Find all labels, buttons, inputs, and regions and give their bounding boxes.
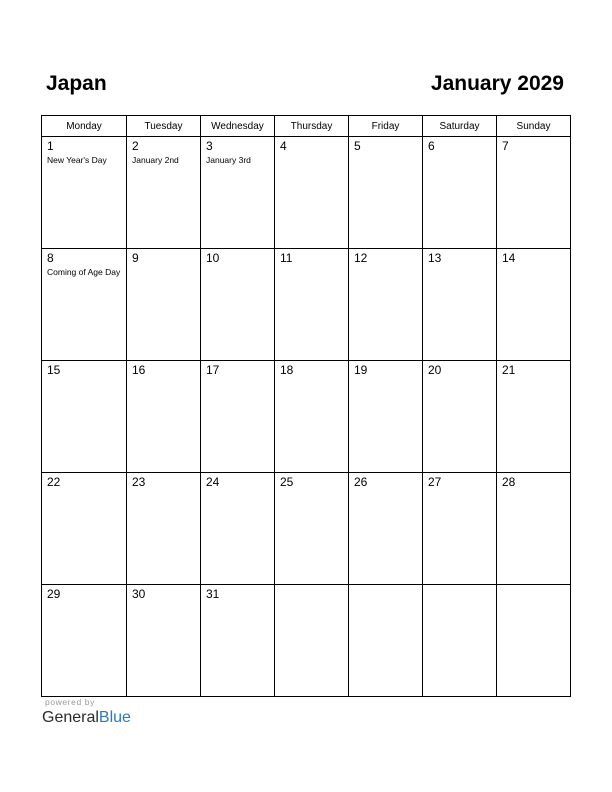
weekday-header: Saturday: [423, 116, 497, 137]
country-title: Japan: [46, 72, 107, 95]
day-number: 26: [354, 475, 368, 489]
day-number: 21: [502, 363, 516, 377]
day-cell: [423, 249, 497, 361]
day-number: 31: [206, 587, 220, 601]
week-row: [42, 137, 571, 249]
day-cell: [497, 137, 571, 249]
day-cell: [42, 249, 127, 361]
day-number: 7: [502, 139, 509, 153]
week-row: [42, 585, 571, 697]
day-number: 16: [132, 363, 146, 377]
generalblue-branding[interactable]: [42, 697, 131, 728]
day-number: 9: [132, 251, 139, 265]
day-cell: [497, 361, 571, 473]
day-number: 30: [132, 587, 146, 601]
day-number: 28: [502, 475, 516, 489]
day-number: 25: [280, 475, 294, 489]
day-cell: [275, 473, 349, 585]
holiday-label: January 3rd: [206, 155, 251, 165]
day-cell: [201, 249, 275, 361]
day-number: 14: [502, 251, 516, 265]
weekday-header: Friday: [349, 116, 423, 137]
day-cell: [127, 249, 201, 361]
powered-by-label: powered by: [45, 697, 95, 707]
day-number: 19: [354, 363, 368, 377]
day-cell: [349, 137, 423, 249]
day-number: 10: [206, 251, 220, 265]
day-cell: [349, 249, 423, 361]
day-cell: [201, 473, 275, 585]
day-cell: [423, 473, 497, 585]
day-cell: [349, 585, 423, 697]
day-cell: [201, 137, 275, 249]
day-cell: [275, 137, 349, 249]
calendar-grid: [41, 115, 571, 697]
day-number: 3: [206, 139, 213, 153]
day-number: 8: [47, 251, 54, 265]
day-cell: [423, 585, 497, 697]
day-cell: [349, 361, 423, 473]
day-number: 23: [132, 475, 146, 489]
logo-general-text: General: [42, 709, 99, 726]
day-cell: [275, 249, 349, 361]
day-cell: [497, 585, 571, 697]
week-row: [42, 249, 571, 361]
day-number: 22: [47, 475, 61, 489]
day-number: 18: [280, 363, 294, 377]
day-cell: [423, 137, 497, 249]
day-number: 24: [206, 475, 220, 489]
day-number: 17: [206, 363, 220, 377]
day-number: 2: [132, 139, 139, 153]
week-row: [42, 473, 571, 585]
weekday-header: Wednesday: [201, 116, 275, 137]
holiday-label: Coming of Age Day: [47, 267, 121, 277]
day-cell: [349, 473, 423, 585]
weekday-header-row: [42, 116, 571, 137]
day-cell: [42, 137, 127, 249]
day-number: 4: [280, 139, 287, 153]
day-number: 6: [428, 139, 435, 153]
day-number: 11: [280, 251, 293, 265]
logo-blue-text: Blue: [98, 709, 131, 726]
day-cell: [275, 361, 349, 473]
day-cell: [423, 361, 497, 473]
day-cell: [42, 473, 127, 585]
week-row: [42, 361, 571, 473]
day-cell: [127, 361, 201, 473]
weekday-header: Thursday: [275, 116, 349, 137]
holiday-label: New Year's Day: [47, 155, 107, 165]
day-number: 5: [354, 139, 361, 153]
day-cell: [127, 137, 201, 249]
day-cell: [497, 473, 571, 585]
day-cell: [275, 585, 349, 697]
day-number: 27: [428, 475, 442, 489]
day-number: 29: [47, 587, 61, 601]
month-year-title: January 2029: [430, 72, 564, 95]
day-cell: [497, 249, 571, 361]
day-cell: [201, 585, 275, 697]
holiday-label: January 2nd: [132, 155, 179, 165]
weekday-header: Monday: [42, 116, 127, 137]
day-cell: [127, 585, 201, 697]
day-number: 20: [428, 363, 442, 377]
day-cell: [201, 361, 275, 473]
day-cell: [42, 585, 127, 697]
day-number: 13: [428, 251, 442, 265]
day-number: 12: [354, 251, 368, 265]
generalblue-logo: [42, 708, 131, 728]
weekday-header: Tuesday: [127, 116, 201, 137]
day-number: 1: [47, 139, 54, 153]
day-number: 15: [47, 363, 61, 377]
day-cell: [42, 361, 127, 473]
weekday-header: Sunday: [497, 116, 571, 137]
day-cell: [127, 473, 201, 585]
